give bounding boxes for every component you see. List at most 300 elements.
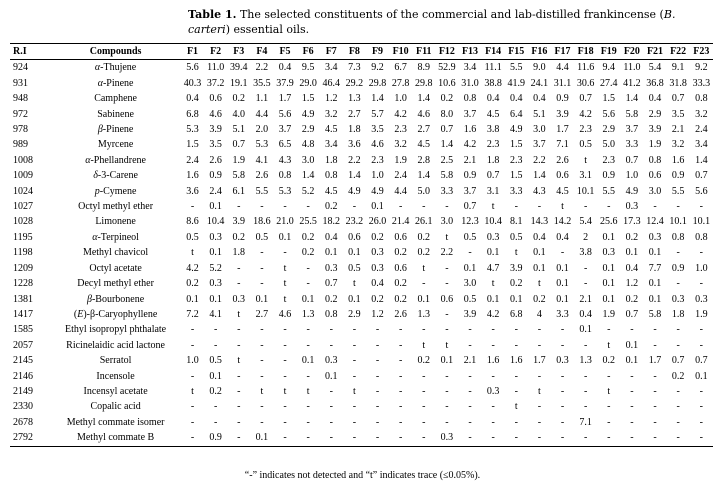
value-cell: 3.7 [625, 124, 639, 136]
value-cell: 0.1 [533, 262, 546, 274]
value-cell: t [491, 278, 495, 290]
value-cell: - [398, 339, 403, 351]
value-cell: - [260, 416, 264, 428]
value-cell: 3.2 [325, 108, 338, 120]
value-cell: - [329, 339, 333, 351]
value-cell: - [237, 401, 241, 413]
header-sample: F1 [181, 44, 204, 60]
value-cell: 4.5 [486, 108, 500, 120]
header-sample: F12 [435, 44, 458, 60]
value-cell: 1.6 [486, 355, 500, 367]
value-cell: 17.3 [623, 216, 641, 228]
value-cell: 6.8 [186, 108, 199, 120]
value-cell: t [283, 278, 287, 290]
value-cell: 2.8 [417, 154, 431, 166]
value-cell: - [352, 324, 357, 336]
value-cell: 5.5 [602, 185, 616, 197]
value-cell: 0.1 [348, 293, 361, 305]
value-cell: - [514, 324, 518, 336]
value-cell: 26.1 [415, 216, 433, 228]
value-cell: - [560, 247, 565, 259]
value-cell: 0.2 [440, 93, 454, 105]
value-cell: - [560, 401, 565, 413]
header-sample: F20 [620, 44, 643, 60]
value-cell: 3.0 [301, 154, 315, 166]
value-cell: 5.1 [533, 108, 546, 120]
value-cell: 4.6 [209, 108, 222, 120]
value-cell: 5.4 [579, 216, 592, 228]
value-cell: 0.1 [209, 293, 222, 305]
value-cell: 10.1 [576, 185, 595, 197]
value-cell: 5.5 [255, 185, 269, 197]
value-cell: 3.5 [209, 139, 222, 151]
value-cell: 3.9 [463, 308, 477, 320]
value-cell: 6.5 [278, 139, 292, 151]
value-cell: 0.9 [204, 430, 227, 446]
header-sample: F22 [667, 44, 690, 60]
value-cell: 2.1 [463, 355, 477, 367]
value-cell: - [468, 247, 472, 259]
value-cell: - [491, 401, 495, 413]
value-cell: 7.1 [579, 416, 592, 428]
value-cell: - [329, 416, 333, 428]
value-cell: 1.4 [417, 93, 431, 105]
table-row [10, 369, 713, 384]
value-cell: 0.8 [695, 93, 708, 105]
value-cell: - [607, 201, 611, 213]
value-cell: 1.4 [301, 170, 315, 182]
value-cell: - [699, 201, 704, 213]
compound-cell: Limonene [95, 216, 136, 228]
value-cell: 0.6 [348, 231, 361, 243]
value-cell: 46.4 [322, 77, 341, 89]
value-cell: 1.4 [371, 93, 384, 105]
header-sample: F17 [551, 44, 574, 60]
constituents-table [10, 43, 713, 447]
ri-cell: 948 [13, 93, 28, 105]
ri-cell: 2145 [13, 355, 33, 367]
value-cell: 0.5 [463, 231, 477, 243]
value-cell: 1.3 [417, 308, 431, 320]
value-cell: 1.9 [394, 154, 407, 166]
value-cell: 3.8 [579, 247, 592, 259]
value-cell: 1.7 [278, 93, 292, 105]
value-cell: 3.7 [278, 124, 292, 136]
value-cell: 30.6 [576, 77, 595, 89]
compound-cell: Methyl commate B [50, 430, 181, 446]
value-cell: 1.9 [695, 308, 708, 320]
compound-cell: (E)-β-Caryophyllene [73, 308, 158, 320]
value-cell: - [468, 339, 472, 351]
table-footnote: “-” indicates not detected and “t” indicates trace (≤0.05%). [244, 470, 481, 481]
value-cell: t [538, 385, 541, 397]
value-cell: 5.0 [602, 139, 616, 151]
ri-cell: 1228 [13, 278, 33, 290]
value-cell: 0.7 [625, 308, 639, 320]
value-cell: 5.5 [510, 62, 523, 74]
value-cell: - [468, 370, 472, 382]
value-cell: 3.2 [394, 139, 407, 151]
value-cell: - [227, 430, 250, 446]
value-cell: 0.2 [232, 93, 246, 105]
value-cell: - [445, 308, 449, 320]
value-cell: 3.9 [209, 124, 222, 136]
value-cell: - [375, 416, 380, 428]
value-cell: 0.4 [186, 93, 199, 105]
value-cell: 0.2 [325, 201, 338, 213]
value-cell: 0.1 [486, 247, 500, 259]
value-cell: 2.6 [556, 154, 569, 166]
value-cell: t [283, 262, 287, 274]
value-cell: 3.4 [325, 139, 338, 151]
table-row [10, 338, 713, 353]
value-cell: 11.0 [623, 62, 641, 74]
header-sample: F2 [204, 44, 227, 60]
table-row [10, 184, 713, 199]
value-cell: t [561, 201, 564, 213]
value-cell: - [676, 385, 680, 397]
value-cell: 0.2 [602, 355, 616, 367]
value-cell: - [260, 370, 264, 382]
value-cell: 0.7 [695, 355, 708, 367]
value-cell: 0.9 [671, 262, 685, 274]
value-cell: - [329, 401, 333, 413]
compound-cell: β-Pinene [97, 124, 134, 136]
value-cell: - [352, 401, 357, 413]
value-cell: - [620, 430, 643, 446]
value-cell: 2.9 [348, 308, 361, 320]
compound-cell: Octyl acetate [89, 262, 142, 274]
value-cell: 0.1 [602, 231, 616, 243]
value-cell: 4.5 [325, 124, 338, 136]
species-name: B. carteri [188, 8, 676, 36]
value-cell: 3.1 [486, 185, 500, 197]
value-cell: 0.3 [435, 430, 458, 446]
value-cell: t [237, 355, 241, 367]
value-cell: 10.1 [692, 216, 711, 228]
value-cell: 29.0 [299, 77, 317, 89]
value-cell: - [297, 430, 320, 446]
compound-cell: Myrcene [97, 139, 134, 151]
value-cell: - [528, 430, 551, 446]
value-cell: 0.1 [255, 293, 269, 305]
value-cell: 0.1 [579, 324, 592, 336]
value-cell: 0.1 [533, 247, 546, 259]
value-cell: 2.1 [579, 293, 592, 305]
value-cell: - [213, 416, 218, 428]
value-cell: 10.4 [484, 216, 502, 228]
value-cell: 0.5 [255, 231, 269, 243]
value-cell: - [283, 401, 287, 413]
value-cell: - [306, 278, 310, 290]
value-cell: - [422, 401, 426, 413]
value-cell: 0.1 [417, 293, 431, 305]
value-cell: 21.4 [391, 216, 410, 228]
value-cell: 0.4 [533, 231, 546, 243]
value-cell: 0.5 [510, 231, 523, 243]
value-cell: - [468, 385, 472, 397]
value-cell: 4.6 [417, 108, 431, 120]
table-row [10, 322, 713, 337]
value-cell: t [422, 339, 426, 351]
value-cell: - [237, 416, 241, 428]
value-cell: 4.8 [301, 139, 315, 151]
value-cell: 2.0 [255, 124, 269, 136]
value-cell: t [353, 278, 356, 290]
value-cell: - [445, 201, 449, 213]
value-cell: - [260, 201, 264, 213]
header-sample: F19 [597, 44, 620, 60]
table-header-row [10, 44, 713, 60]
value-cell: - [398, 324, 403, 336]
value-cell: 2.7 [255, 308, 269, 320]
value-cell: - [283, 339, 287, 351]
value-cell: 1.0 [625, 170, 639, 182]
value-cell: 21.0 [276, 216, 294, 228]
value-cell: 0.3 [671, 293, 685, 305]
table-row [10, 214, 713, 229]
value-cell: 0.1 [209, 201, 222, 213]
value-cell: 24.1 [530, 77, 549, 89]
value-cell: 0.7 [325, 278, 338, 290]
value-cell: - [398, 401, 403, 413]
value-cell: 3.0 [440, 216, 454, 228]
value-cell: - [676, 339, 680, 351]
value-cell: 0.2 [625, 293, 639, 305]
value-cell: 41.9 [507, 77, 526, 89]
ri-cell: 2149 [13, 385, 33, 397]
value-cell: 3.7 [463, 108, 477, 120]
value-cell: - [514, 339, 518, 351]
compound-cell: Methyl commate isomer [66, 416, 165, 428]
value-cell: 0.2 [417, 247, 431, 259]
value-cell: 26.0 [368, 216, 387, 228]
value-cell: - [676, 278, 680, 290]
value-cell: - [306, 339, 310, 351]
header-sample: F21 [643, 44, 666, 60]
value-cell: 8.6 [186, 216, 199, 228]
value-cell: 4.2 [186, 262, 199, 274]
value-cell: 0.5 [463, 293, 477, 305]
table-row [10, 353, 713, 368]
value-cell: 2.5 [440, 154, 454, 166]
value-cell: - [352, 201, 357, 213]
value-cell: - [306, 201, 310, 213]
value-cell: 1.2 [325, 93, 338, 105]
value-cell: 0.4 [486, 93, 500, 105]
value-cell: 10.1 [669, 216, 687, 228]
value-cell: 0.9 [671, 170, 685, 182]
value-cell: 2.3 [602, 154, 616, 166]
value-cell: 18.2 [322, 216, 341, 228]
value-cell: 5.2 [209, 262, 222, 274]
value-cell: 33.3 [692, 77, 711, 89]
value-cell: - [445, 262, 449, 274]
value-cell: 2.9 [602, 124, 616, 136]
value-cell: 0.1 [556, 278, 569, 290]
value-cell: - [514, 385, 518, 397]
value-cell: - [306, 416, 310, 428]
value-cell: - [551, 430, 574, 446]
value-cell: 31.1 [553, 77, 572, 89]
value-cell: 0.1 [325, 370, 338, 382]
value-cell: 0.2 [671, 370, 685, 382]
ri-cell: 1417 [13, 308, 33, 320]
value-cell: - [375, 324, 380, 336]
table-row [10, 261, 713, 276]
value-cell: 0.2 [417, 231, 431, 243]
value-cell: 4.9 [371, 185, 384, 197]
value-cell: 0.2 [417, 355, 431, 367]
value-cell: 1.6 [510, 355, 523, 367]
ri-cell: 2146 [13, 370, 33, 382]
value-cell: 5.7 [371, 108, 384, 120]
header-sample: F3 [227, 44, 250, 60]
value-cell: 0.1 [602, 262, 616, 274]
value-cell: 2.4 [209, 185, 222, 197]
value-cell: 0.2 [510, 278, 523, 290]
value-cell: 0.2 [371, 293, 384, 305]
value-cell: - [676, 247, 680, 259]
value-cell: 9.2 [695, 62, 708, 74]
value-cell: 0.7 [671, 93, 685, 105]
value-cell: 4.4 [556, 62, 569, 74]
value-cell: - [422, 385, 426, 397]
value-cell: - [352, 339, 357, 351]
value-cell: - [514, 370, 518, 382]
value-cell: 2.6 [209, 154, 222, 166]
value-cell: 3.2 [671, 139, 685, 151]
value-cell: 31.0 [461, 77, 479, 89]
value-cell: 0.4 [579, 308, 592, 320]
value-cell: - [237, 262, 241, 274]
value-cell: 0.2 [301, 247, 315, 259]
value-cell: 2.3 [394, 124, 407, 136]
value-cell: - [237, 370, 241, 382]
value-cell: - [398, 370, 403, 382]
value-cell: 0.1 [209, 247, 222, 259]
value-cell: 0.1 [648, 278, 662, 290]
value-cell: - [630, 401, 634, 413]
value-cell: - [537, 201, 542, 213]
value-cell: - [260, 262, 264, 274]
value-cell: - [574, 430, 597, 446]
value-cell: - [514, 201, 518, 213]
value-cell: 0.8 [325, 170, 338, 182]
compound-cell: Ricinelaidic acid lactone [66, 339, 165, 351]
value-cell: 1.8 [232, 247, 246, 259]
ri-cell: 2330 [13, 401, 33, 413]
value-cell: - [181, 430, 204, 446]
value-cell: 3.4 [325, 62, 338, 74]
value-cell: 0.2 [371, 231, 384, 243]
value-cell: - [505, 430, 528, 446]
value-cell: 38.8 [484, 77, 502, 89]
value-cell: 3.9 [232, 216, 246, 228]
ri-cell: 1027 [13, 201, 33, 213]
ri-cell: 924 [13, 62, 28, 74]
value-cell: - [283, 201, 287, 213]
value-cell: 37.2 [206, 77, 225, 89]
value-cell: - [343, 430, 366, 446]
value-cell: 6.7 [394, 62, 407, 74]
value-cell: 5.5 [671, 185, 685, 197]
value-cell: - [583, 262, 588, 274]
value-cell: 3.8 [486, 124, 500, 136]
table-row [10, 307, 713, 322]
value-cell: 31.8 [669, 77, 687, 89]
table-row [10, 430, 713, 446]
value-cell: - [676, 416, 680, 428]
value-cell: - [329, 324, 333, 336]
header-sample: F15 [505, 44, 528, 60]
value-cell: 3.3 [440, 185, 454, 197]
value-cell: 0.3 [232, 293, 246, 305]
value-cell: 1.5 [510, 139, 523, 151]
value-cell: 35.5 [253, 77, 271, 89]
value-cell: 0.9 [556, 93, 569, 105]
value-cell: - [491, 324, 495, 336]
value-cell: - [676, 401, 680, 413]
value-cell: 9.5 [301, 62, 315, 74]
value-cell: - [537, 324, 542, 336]
value-cell: - [667, 430, 690, 446]
value-cell: 0.1 [250, 430, 273, 446]
value-cell: 5.6 [278, 108, 292, 120]
value-cell: 9.4 [602, 62, 616, 74]
ri-cell: 1195 [13, 231, 33, 243]
value-cell: 29.2 [345, 77, 364, 89]
value-cell: 1.0 [186, 355, 199, 367]
value-cell: 4.3 [533, 185, 546, 197]
compound-cell: β-Bourbonene [86, 293, 145, 305]
value-cell: - [468, 324, 472, 336]
value-cell: 8.0 [440, 108, 454, 120]
value-cell: 1.8 [348, 124, 361, 136]
value-cell: 0.3 [371, 247, 384, 259]
value-cell: 0.3 [648, 231, 662, 243]
compound-cell: δ-3-Carene [93, 170, 138, 182]
value-cell: 1.5 [510, 170, 523, 182]
value-cell: 5.4 [648, 62, 662, 74]
value-cell: - [653, 201, 657, 213]
value-cell: 11.1 [484, 62, 502, 74]
table-row [10, 107, 713, 122]
value-cell: 0.1 [278, 231, 292, 243]
value-cell: - [283, 370, 287, 382]
value-cell: - [320, 430, 343, 446]
value-cell: 2.2 [440, 247, 454, 259]
value-cell: 0.1 [648, 293, 662, 305]
header-sample: F23 [690, 44, 713, 60]
value-cell: - [306, 324, 310, 336]
value-cell: t [584, 154, 588, 166]
value-cell: 5.0 [417, 185, 431, 197]
value-cell: t [514, 247, 518, 259]
value-cell: - [237, 339, 241, 351]
value-cell: 0.1 [556, 262, 569, 274]
value-cell: 0.7 [463, 201, 477, 213]
ri-cell: 1024 [13, 185, 33, 197]
value-cell: - [458, 430, 481, 446]
value-cell: 4.2 [463, 139, 477, 151]
value-cell: - [653, 339, 657, 351]
value-cell: - [306, 262, 310, 274]
value-cell: 0.4 [371, 278, 384, 290]
header-sample: F8 [343, 44, 366, 60]
value-cell: 0.2 [209, 385, 222, 397]
value-cell: 2.1 [671, 124, 685, 136]
